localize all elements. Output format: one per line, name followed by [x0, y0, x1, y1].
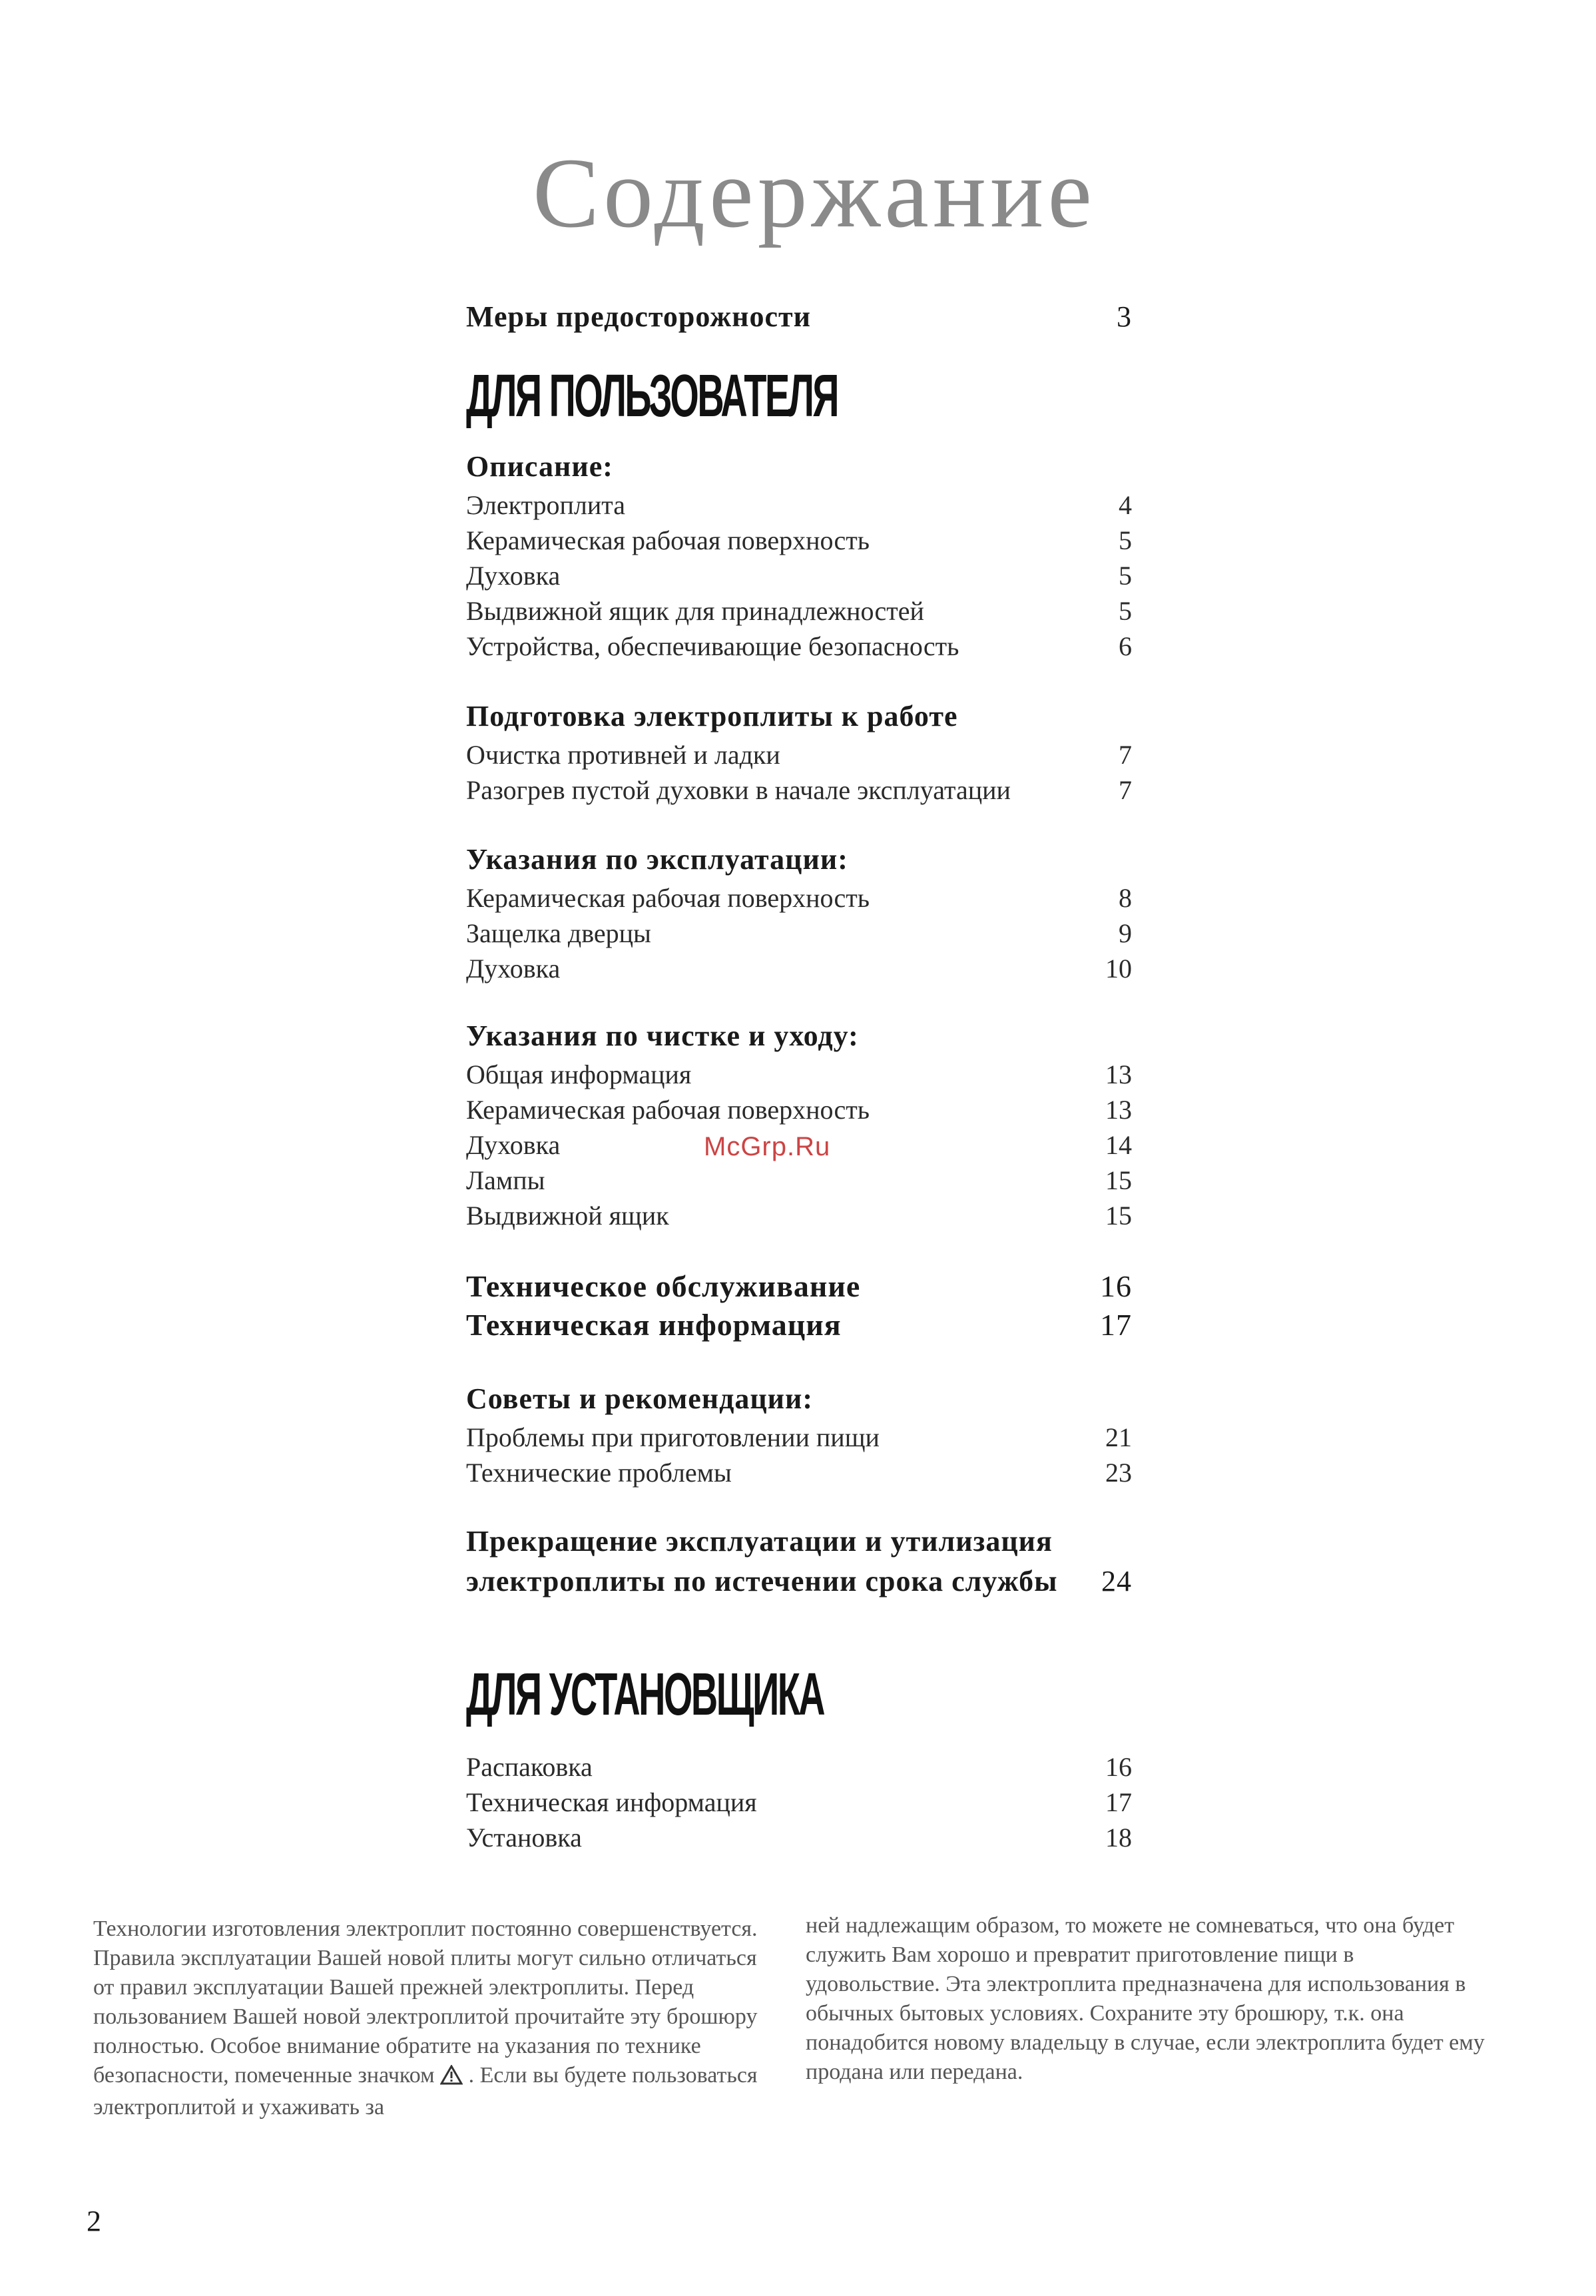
toc-entry-label-line2: электроплиты по истечении срока службы — [466, 1565, 1058, 1597]
intro-paragraph-left — [93, 1914, 772, 2122]
toc-group-heading-label: Подготовка электроплиты к работе — [466, 700, 958, 732]
toc-entry-label: Установка — [466, 1823, 582, 1853]
intro-paragraph-right: ней надлежащим образом, то можете не сомневаться, что она будет служить Вам хорошо и превратит приготовление пищи в удовольствие. Эта электроплита предназначена для использования в обычных бытовых условиях. Сохраните эту брошюру, т.к. она понадобится новому владельцу в случае, если электроплита будет ему продана или передана. — [806, 1913, 1485, 2084]
toc-entry — [466, 595, 1132, 627]
toc-entry — [466, 1787, 1132, 1818]
toc-group-heading-label: Указания по чистке и уходу: — [466, 1019, 859, 1052]
toc-entry — [466, 560, 1132, 591]
page-number: 2 — [87, 2205, 101, 2237]
toc-entry-page: 21 — [1105, 1422, 1132, 1452]
toc-entry-label: Техническое обслуживание — [466, 1269, 861, 1303]
toc-entry — [466, 739, 1132, 770]
toc-entry-label: Духовка — [466, 954, 561, 984]
toc-entry-label: Выдвижной ящик — [466, 1201, 669, 1231]
toc-entry-page: 3 — [1117, 300, 1132, 333]
toc-entry-page: 5 — [1119, 525, 1132, 555]
toc-entry-label-line1: Прекращение эксплуатации и утилизация — [466, 1525, 1053, 1558]
toc-entry-page: 10 — [1105, 954, 1132, 984]
toc-entry-page: 4 — [1119, 490, 1132, 520]
toc-entry-page: 17 — [1100, 1308, 1132, 1342]
toc-group-heading-tips — [466, 1382, 1132, 1416]
toc-entry-page: 24 — [1101, 1565, 1132, 1597]
toc-entry-page: 7 — [1119, 740, 1132, 770]
toc-entry-label: Керамическая рабочая поверхность — [466, 525, 870, 555]
toc-entry-page: 5 — [1119, 596, 1132, 626]
toc-entry — [466, 882, 1132, 914]
toc-entry-disposal — [466, 1522, 1132, 1601]
section-heading-installer: ДЛЯ УСТАНОВЩИКА — [466, 1661, 824, 1728]
toc-entry-label: Общая информация — [466, 1059, 692, 1089]
toc-entry-label: Распаковка — [466, 1752, 593, 1782]
toc-entry-label: Выдвижной ящик для принадлежностей — [466, 596, 924, 626]
toc-group-heading-operation — [466, 842, 1132, 876]
toc-entry-label: Керамическая рабочая поверхность — [466, 883, 870, 913]
toc-entry-label: Керамическая рабочая поверхность — [466, 1095, 870, 1125]
toc-entry-label: Разогрев пустой духовки в начале эксплуатации — [466, 775, 1011, 805]
section-heading-user: ДЛЯ ПОЛЬЗОВАТЕЛЯ — [466, 363, 838, 430]
toc-entry — [466, 1200, 1132, 1231]
toc-entry — [466, 1822, 1132, 1853]
toc-entry-label: Лампы — [466, 1165, 545, 1195]
toc-entry-label: Проблемы при приготовлении пищи — [466, 1422, 880, 1452]
toc-entry-page: 16 — [1105, 1752, 1132, 1782]
toc-group-heading-description — [466, 449, 1132, 483]
toc-entry-page: 13 — [1105, 1059, 1132, 1089]
toc-entry-page: 17 — [1105, 1787, 1132, 1817]
toc-group-heading-label: Указания по эксплуатации: — [466, 843, 848, 876]
toc-group-heading-label: Описание: — [466, 450, 613, 483]
intro-text-part1: Технологии изготовления электроплит постоянно совершенствуется. Правила эксплуатации Вашей новой плиты могут сильно отличаться от правил эксплуатации Вашей прежней электроплиты. Перед пользованием Вашей новой электроплитой прочитайте эту брошюру полностью. Особое внимание обратите на указания по технике безопасности, помеченные значком — [93, 1916, 758, 2088]
toc-entry-page: 15 — [1105, 1165, 1132, 1195]
toc-entry — [466, 918, 1132, 949]
toc-entry-label: Устройства, обеспечивающие безопасность — [466, 631, 959, 661]
toc-entry — [466, 774, 1132, 806]
toc-entry — [466, 631, 1132, 662]
toc-entry-page: 18 — [1105, 1823, 1132, 1853]
toc-entry-service — [466, 1269, 1132, 1304]
toc-entry — [466, 1059, 1132, 1090]
toc-entry-label: Электроплита — [466, 490, 625, 520]
toc-entry-label: Меры предосторожности — [466, 300, 812, 333]
intro-text-part2: . Если вы будете пользоваться электроплитой и ухаживать за — [93, 2063, 758, 2120]
toc-entry-label: Защелка дверцы — [466, 918, 651, 948]
toc-entry — [466, 1751, 1132, 1783]
toc-group-heading-label: Советы и рекомендации: — [466, 1382, 814, 1415]
toc-entry-page: 14 — [1105, 1130, 1132, 1160]
toc-entry — [466, 525, 1132, 556]
toc-entry-page: 6 — [1119, 631, 1132, 661]
toc-entry — [466, 1165, 1132, 1196]
toc-entry-page: 23 — [1105, 1458, 1132, 1488]
toc-entry-page: 8 — [1119, 883, 1132, 913]
toc-entry — [466, 1457, 1132, 1488]
toc-entry — [466, 1422, 1132, 1453]
page-title: Содержание — [533, 138, 1096, 248]
toc-entry-page: 7 — [1119, 775, 1132, 805]
toc-entry-page: 5 — [1119, 561, 1132, 591]
warning-triangle-icon — [440, 2064, 463, 2093]
toc-entry — [466, 1094, 1132, 1125]
toc-entry-label: Духовка — [466, 1130, 561, 1160]
toc-entry-label: Техническая информация — [466, 1308, 842, 1342]
toc-group-heading-preparation — [466, 699, 1132, 733]
toc-entry-label: Очистка противней и ладки — [466, 740, 780, 770]
toc-entry — [466, 953, 1132, 984]
toc-entry-page: 9 — [1119, 918, 1132, 948]
watermark-link: McGrp.Ru — [704, 1132, 831, 1161]
toc-entry-page: 15 — [1105, 1201, 1132, 1231]
toc-entry-label: Духовка — [466, 561, 561, 591]
toc-entry-precautions — [466, 300, 1132, 334]
toc-entry — [466, 489, 1132, 521]
toc-entry-label: Технические проблемы — [466, 1458, 732, 1488]
toc-entry-page: 13 — [1105, 1095, 1132, 1125]
toc-entry-label: Техническая информация — [466, 1787, 757, 1817]
toc-entry-tech-info — [466, 1307, 1132, 1342]
toc-entry-page: 16 — [1100, 1269, 1132, 1303]
toc-group-heading-cleaning — [466, 1019, 1132, 1053]
